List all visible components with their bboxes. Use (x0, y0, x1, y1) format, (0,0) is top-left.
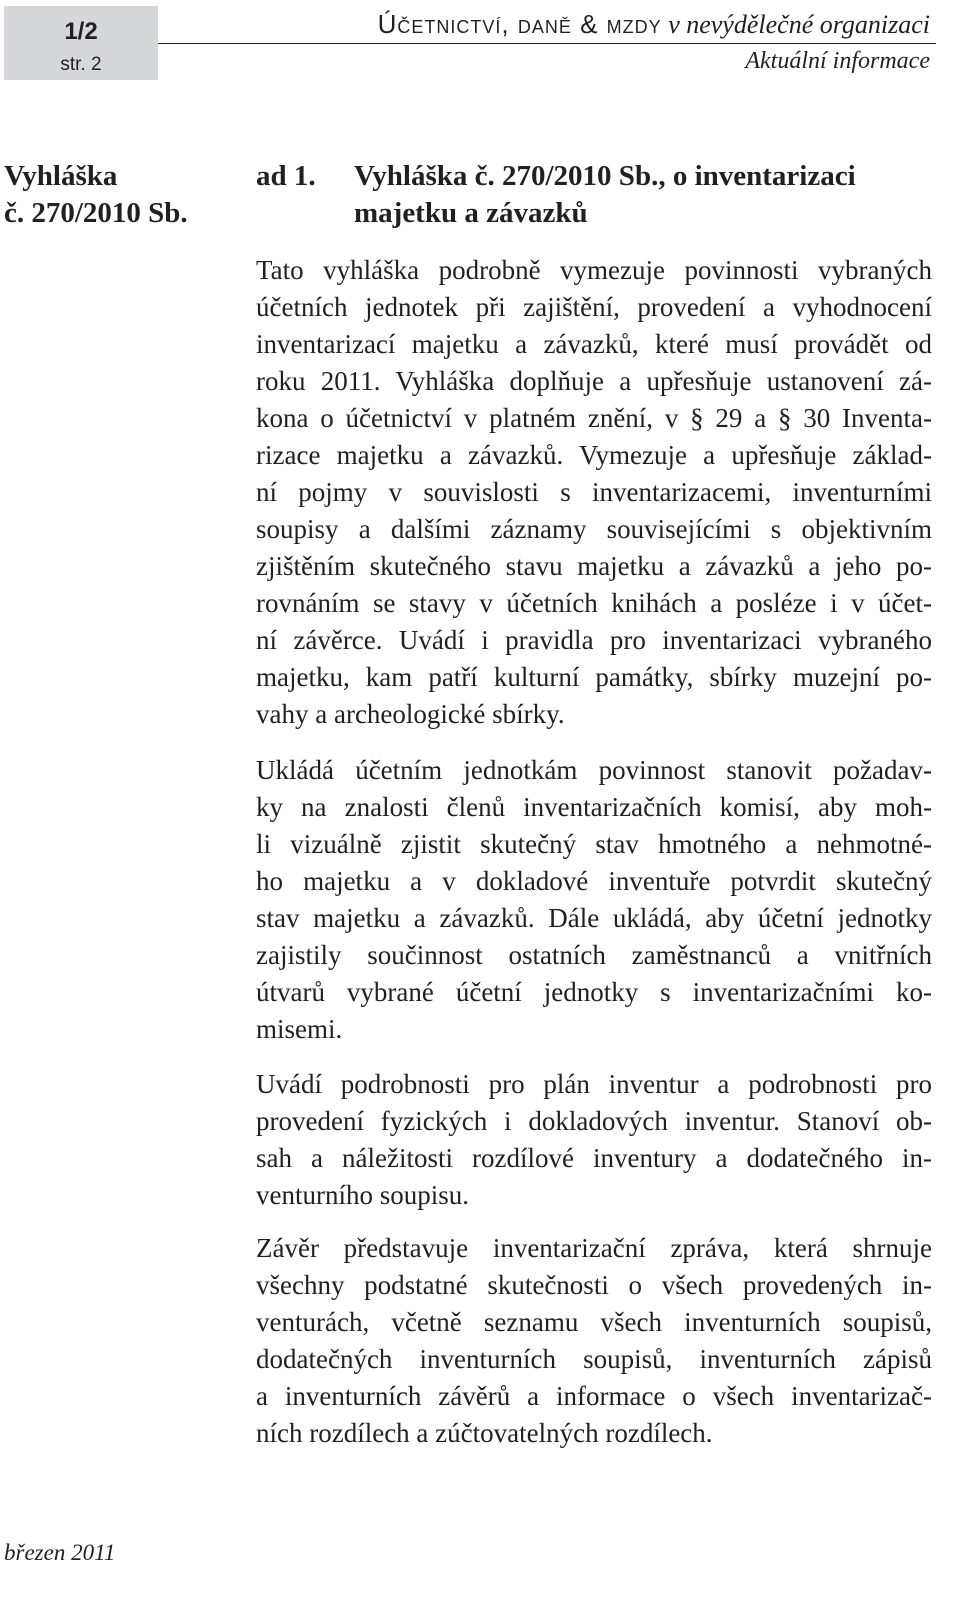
paragraph-line: ních rozdílech a zúčtovatelných rozdílech. (256, 1418, 713, 1448)
paragraph-line: účetních jednotek při zajištění, provedení a vyhodnocení (256, 292, 932, 322)
paragraph-line: útvarů vybrané účetní jednotky s inventarizačními ko- (256, 977, 932, 1007)
section-title-line: Vyhláška č. 270/2010 Sb., o inventarizaci (354, 160, 856, 192)
page-number-box (4, 6, 158, 80)
paragraph (256, 1066, 932, 1214)
paragraph-line: vahy a archeologické sbírky. (256, 699, 565, 729)
paragraph-line: inventarizací majetku a závazků, které musí provádět od (256, 329, 932, 359)
paragraph-line: zjištěním skutečného stavu majetku a závazků a jeho po- (256, 551, 932, 581)
paragraph-line: všechny podstatné skutečnosti o všech provedených in- (256, 1270, 932, 1300)
paragraph-line: Uvádí podrobnosti pro plán inventur a podrobnosti pro (256, 1069, 932, 1099)
section-subtitle: Aktuální informace (745, 48, 930, 74)
publication-title-main: Účetnictví, daně & mzdy (377, 9, 662, 39)
paragraph-line: sah a náležitosti rozdílové inventury a dodatečného in- (256, 1143, 932, 1173)
paragraph-line: majetku, kam patří kulturní památky, sbírky muzejní po- (256, 662, 932, 692)
paragraph-line: stav majetku a závazků. Dále ukládá, aby účetní jednotky (256, 903, 932, 933)
margin-note-line: č. 270/2010 Sb. (4, 197, 188, 229)
paragraph-line: ky na znalosti členů inventarizačních komisí, aby moh- (256, 792, 932, 822)
header-divider (158, 43, 936, 44)
margin-note-line: Vyhláška (4, 160, 118, 192)
paragraph (256, 252, 932, 733)
publication-title (378, 8, 930, 41)
paragraph-line: rizace majetku a závazků. Vymezuje a upřesňuje základ- (256, 440, 932, 470)
paragraph-line: dodatečných inventurních soupisů, inventurních zápisů (256, 1344, 932, 1374)
paragraph-line: a inventurních závěrů a informace o všech inventarizač- (256, 1381, 932, 1411)
publication-title-italic: v nevýdělečné organizaci (668, 10, 930, 39)
paragraph-line: Ukládá účetním jednotkám povinnost stanovit požadav- (256, 755, 932, 785)
paragraph (256, 1230, 932, 1452)
paragraph-line: ní pojmy v souvislosti s inventarizacemi, inventurními (256, 477, 932, 507)
paragraph-line: roku 2011. Vyhláška doplňuje a upřesňuje ustanovení zá- (256, 366, 932, 396)
page-label: 1/2 (64, 18, 98, 45)
paragraph-line: provedení fyzických i dokladových inventur. Stanoví ob- (256, 1106, 932, 1136)
paragraph-line: li vizuálně zjistit skutečný stav hmotného a nehmotné- (256, 829, 932, 859)
paragraph-line: ní závěrce. Uvádí i pravidla pro inventarizaci vybraného (256, 625, 932, 655)
paragraph-line: rovnáním se stavy v účetních knihách a posléze i v účet- (256, 588, 932, 618)
paragraph-line: venturách, včetně seznamu všech inventurních soupisů, (256, 1307, 932, 1337)
paragraph-line: soupisy a dalšími záznamy souvisejícími s objektivním (256, 514, 932, 544)
paragraph-line: Závěr představuje inventarizační zpráva, která shrnuje (256, 1233, 932, 1263)
paragraph (256, 752, 932, 1048)
issue-date: březen 2011 (4, 1540, 116, 1565)
paragraph-line: Tato vyhláška podrobně vymezuje povinnosti vybraných (256, 255, 932, 285)
paragraph-line: zajistily součinnost ostatních zaměstnanců a vnitřních (256, 940, 932, 970)
paragraph-line: venturního soupisu. (256, 1180, 469, 1210)
paragraph-line: kona o účetnictví v platném znění, v § 29 a § 30 Inventa- (256, 403, 932, 433)
margin-note (4, 158, 234, 232)
paragraph-line: misemi. (256, 1014, 343, 1044)
section-number: ad 1. (256, 160, 316, 192)
page-sub-label: str. 2 (60, 54, 102, 75)
section-title-line: majetku a závazků (354, 197, 588, 229)
paragraph-line: ho majetku a v dokladové inventuře potvrdit skutečný (256, 866, 932, 896)
section-title (354, 158, 944, 232)
